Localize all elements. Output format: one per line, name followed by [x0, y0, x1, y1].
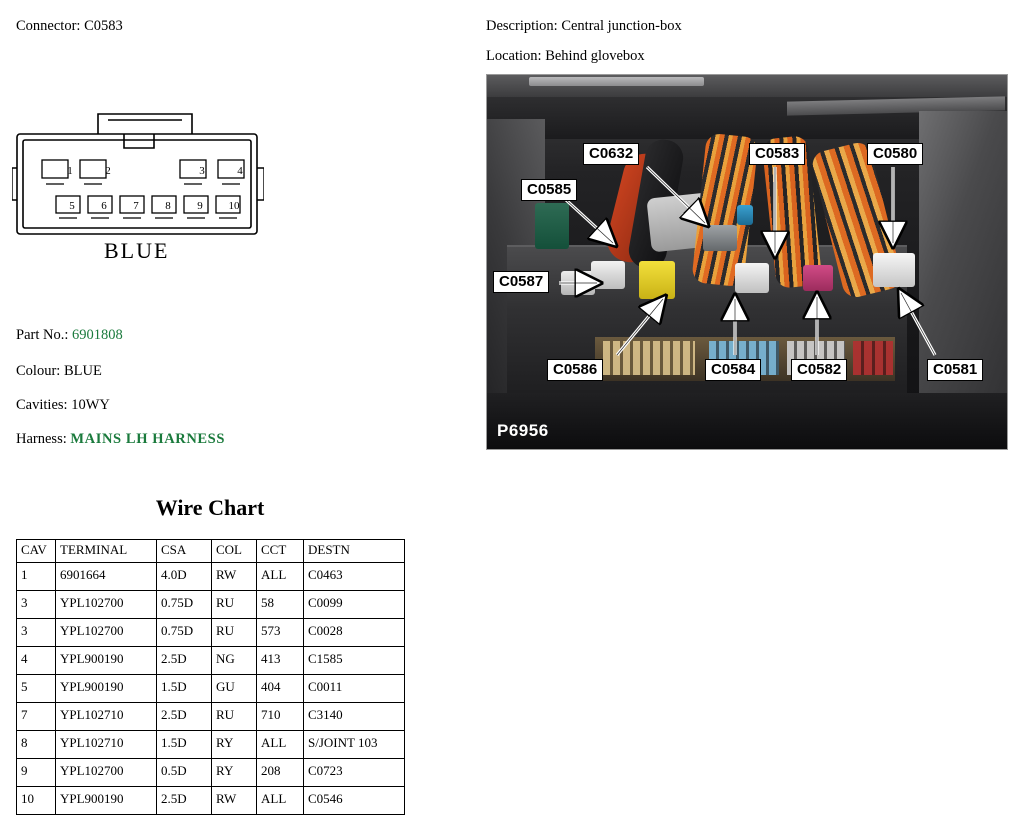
photo-callout-c0585: C0585	[521, 179, 577, 201]
svg-text:1: 1	[67, 165, 73, 177]
colour-value: BLUE	[63, 363, 102, 379]
photo-callout-c0580: C0580	[867, 143, 923, 165]
svg-text:7: 7	[133, 200, 139, 212]
photo-callout-c0583: C0583	[749, 143, 805, 165]
photo-callout-c0582: C0582	[791, 359, 847, 381]
location-label: Location:	[486, 48, 542, 64]
column-header-col: COL	[212, 540, 257, 563]
photo-callout-c0587: C0587	[493, 271, 549, 293]
photo-id-label: P6956	[497, 421, 549, 440]
location-row	[486, 48, 645, 65]
table-row	[17, 618, 405, 646]
cavities-label: Cavities:	[16, 397, 68, 413]
photo-callout-c0581: C0581	[927, 359, 983, 381]
cell-cav: 4	[17, 646, 56, 674]
cell-cct: 208	[257, 758, 304, 786]
photo-callout-c0586: C0586	[547, 359, 603, 381]
photo-callout-c0584: C0584	[705, 359, 761, 381]
cell-destn: C0723	[304, 758, 405, 786]
connector-id: C0583	[84, 18, 123, 34]
cell-csa: 2.5D	[157, 646, 212, 674]
description-value: Central junction-box	[561, 18, 682, 34]
cell-csa: 1.5D	[157, 674, 212, 702]
cell-col: RU	[212, 618, 257, 646]
cell-destn: C0011	[304, 674, 405, 702]
colour-row	[16, 363, 102, 380]
wire-chart-table	[16, 539, 405, 815]
harness-label: Harness:	[16, 431, 67, 447]
photo-callout-c0632: C0632	[583, 143, 639, 165]
part-no-row	[16, 327, 123, 344]
svg-text:2: 2	[105, 165, 111, 177]
table-row	[17, 758, 405, 786]
description-row	[486, 18, 682, 35]
cell-cct: 413	[257, 646, 304, 674]
column-header-csa: CSA	[157, 540, 212, 563]
svg-text:6: 6	[101, 200, 107, 212]
connector-heading	[16, 18, 123, 35]
cell-terminal: YPL102700	[56, 590, 157, 618]
table-row	[17, 562, 405, 590]
cell-csa: 1.5D	[157, 730, 212, 758]
part-no-label: Part No.:	[16, 327, 69, 343]
cell-cav: 3	[17, 618, 56, 646]
cell-col: RU	[212, 702, 257, 730]
cell-cav: 10	[17, 786, 56, 814]
central-junction-box-photo	[486, 74, 1008, 450]
table-row	[17, 674, 405, 702]
cell-cct: 710	[257, 702, 304, 730]
wire-chart-title: Wire Chart	[155, 495, 265, 520]
cell-csa: 4.0D	[157, 562, 212, 590]
harness-row	[16, 431, 225, 448]
cell-cav: 1	[17, 562, 56, 590]
cell-col: RU	[212, 590, 257, 618]
cell-cct: ALL	[257, 730, 304, 758]
connector-label: Connector:	[16, 18, 81, 34]
svg-text:8: 8	[165, 200, 171, 212]
connector-colour-caption: BLUE	[104, 238, 170, 263]
cell-col: NG	[212, 646, 257, 674]
svg-text:10: 10	[228, 200, 240, 212]
svg-text:5: 5	[69, 200, 75, 212]
location-value: Behind glovebox	[545, 48, 645, 64]
cell-destn: C0546	[304, 786, 405, 814]
cell-csa: 2.5D	[157, 786, 212, 814]
cell-cct: 404	[257, 674, 304, 702]
harness-value: MAINS LH HARNESS	[70, 431, 226, 447]
column-header-destn: DESTN	[304, 540, 405, 563]
cell-cct: 573	[257, 618, 304, 646]
cell-csa: 2.5D	[157, 702, 212, 730]
cell-destn: C3140	[304, 702, 405, 730]
cell-csa: 0.75D	[157, 590, 212, 618]
description-label: Description:	[486, 18, 558, 34]
column-header-terminal: TERMINAL	[56, 540, 157, 563]
svg-text:4: 4	[237, 165, 243, 177]
cell-csa: 0.75D	[157, 618, 212, 646]
cell-cct: ALL	[257, 562, 304, 590]
cell-cav: 9	[17, 758, 56, 786]
cell-col: RW	[212, 786, 257, 814]
cell-destn: C0028	[304, 618, 405, 646]
column-header-cct: CCT	[257, 540, 304, 563]
cell-terminal: YPL102700	[56, 618, 157, 646]
part-no-value: 6901808	[71, 327, 123, 343]
svg-text:3: 3	[199, 165, 205, 177]
cell-col: RY	[212, 730, 257, 758]
cell-cct: ALL	[257, 786, 304, 814]
cell-terminal: YPL102710	[56, 730, 157, 758]
photo-leader-lines	[487, 75, 1007, 449]
cell-terminal: 6901664	[56, 562, 157, 590]
cell-terminal: YPL102710	[56, 702, 157, 730]
cell-terminal: YPL900190	[56, 646, 157, 674]
table-row	[17, 730, 405, 758]
cell-destn: C0099	[304, 590, 405, 618]
wire-chart-table-wrapper	[16, 539, 405, 815]
cell-col: RY	[212, 758, 257, 786]
cell-destn: C1585	[304, 646, 405, 674]
cell-cav: 3	[17, 590, 56, 618]
cell-cct: 58	[257, 590, 304, 618]
svg-text:9: 9	[197, 200, 203, 212]
table-header-row	[17, 540, 405, 563]
column-header-cav: CAV	[17, 540, 56, 563]
cell-cav: 8	[17, 730, 56, 758]
cell-col: GU	[212, 674, 257, 702]
cell-destn: C0463	[304, 562, 405, 590]
table-row	[17, 590, 405, 618]
cell-cav: 7	[17, 702, 56, 730]
cell-csa: 0.5D	[157, 758, 212, 786]
table-row	[17, 786, 405, 814]
cell-destn: S/JOINT 103	[304, 730, 405, 758]
table-row	[17, 702, 405, 730]
colour-label: Colour:	[16, 363, 61, 379]
cell-terminal: YPL102700	[56, 758, 157, 786]
cell-terminal: YPL900190	[56, 786, 157, 814]
cavities-row	[16, 397, 110, 414]
cell-cav: 5	[17, 674, 56, 702]
cell-col: RW	[212, 562, 257, 590]
table-row	[17, 646, 405, 674]
cell-terminal: YPL900190	[56, 674, 157, 702]
cavities-value: 10WY	[71, 397, 110, 413]
